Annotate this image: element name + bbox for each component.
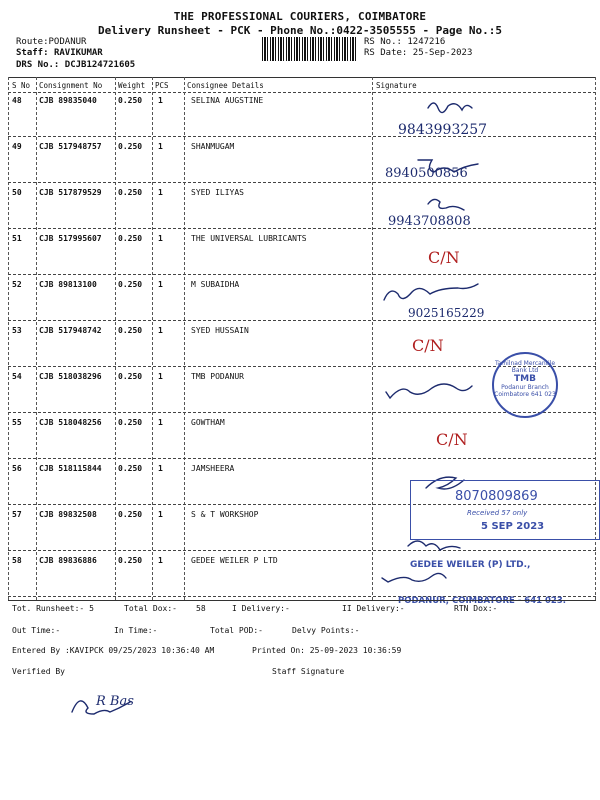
cell-pcs: 1 <box>158 464 163 473</box>
staff-value: RAVIKUMAR <box>53 48 103 58</box>
rs-no-label: RS No.: <box>364 37 402 47</box>
cell-weight: 0.250 <box>118 234 143 243</box>
cell-consignee: JAMSHEERA <box>191 464 235 473</box>
route-label: Route: <box>16 37 49 47</box>
document-title: THE PROFESSIONAL COURIERS, COIMBATORE <box>173 10 427 23</box>
cell-sno: 58 <box>12 556 22 565</box>
sig-phone-49: 8940500856 <box>385 166 468 181</box>
scribble-54 <box>386 384 472 398</box>
out-time: Out Time:- <box>12 626 61 635</box>
scribble-52 <box>384 284 478 300</box>
cell-sno: 49 <box>12 142 22 151</box>
sig-cn-55: C/N <box>436 430 468 449</box>
cell-sno: 51 <box>12 234 22 243</box>
cell-weight: 0.250 <box>118 280 143 289</box>
tmb-bank-stamp <box>492 352 558 418</box>
scribble-48 <box>428 103 472 113</box>
scribble-57 <box>408 541 460 550</box>
rtn-dox: RTN Dox:- <box>454 604 498 613</box>
cell-weight: 0.250 <box>118 326 143 335</box>
sig-cn-51: C/N <box>428 248 460 267</box>
cell-sno: 48 <box>12 96 22 105</box>
cell-pcs: 1 <box>158 234 163 243</box>
sig-phone-48: 9843993257 <box>398 122 488 138</box>
cell-consignee: SYED HUSSAIN <box>191 326 249 335</box>
cell-pcs: 1 <box>158 510 163 519</box>
cell-pcs: 1 <box>158 188 163 197</box>
rs-date-value: 25-Sep-2023 <box>412 48 473 58</box>
scribble-50 <box>428 199 464 210</box>
cell-cno: CJB 518115844 <box>39 464 102 473</box>
cell-consignee: GEDEE WEILER P LTD <box>191 556 278 565</box>
cell-weight: 0.250 <box>118 142 143 151</box>
cell-consignee: TMB PODANUR <box>191 372 244 381</box>
cell-consignee: THE UNIVERSAL LUBRICANTS <box>191 234 307 243</box>
workshop-stamp <box>410 480 600 540</box>
table-bottom-border <box>8 600 596 601</box>
cell-weight: 0.250 <box>118 464 143 473</box>
sig-phone-52: 9025165229 <box>408 306 485 320</box>
cell-consignee: SELINA AUGSTINE <box>191 96 264 105</box>
tmb-stamp-bankname: Tamilnad Mercantile Bank Ltd <box>494 360 556 374</box>
col-header-pcs: PCS <box>155 81 169 90</box>
ii-delivery: II Delivery:- <box>342 604 405 613</box>
cell-pcs: 1 <box>158 96 163 105</box>
cell-pcs: 1 <box>158 326 163 335</box>
tmb-stamp-branch: Podanur Branch Coimbatore 641 023 <box>494 384 556 398</box>
cell-consignee: GOWTHAM <box>191 418 225 427</box>
cell-sno: 50 <box>12 188 22 197</box>
cell-weight: 0.250 <box>118 510 143 519</box>
printed-on: Printed On: 25-09-2023 10:36:59 <box>252 646 402 655</box>
cell-cno: CJB 517948742 <box>39 326 102 335</box>
cell-pcs: 1 <box>158 372 163 381</box>
cell-consignee: SYED ILIYAS <box>191 188 244 197</box>
drs-label: DRS No.: <box>16 60 60 70</box>
gedee-stamp-line1: GEDEE WEILER (P) LTD., <box>410 560 531 570</box>
workshop-stamp-date: 5 SEP 2023 <box>481 521 545 532</box>
verified-by-label: Verified By <box>12 667 65 676</box>
sig-phone-50: 9943708808 <box>388 214 471 229</box>
staff-signature-label: Staff Signature <box>272 667 345 676</box>
delvy-points: Delvy Points:- <box>292 626 360 635</box>
scribble-58 <box>382 573 446 582</box>
i-delivery: I Delivery:- <box>232 604 290 613</box>
gedee-stamp-line2: PODANUR, COIMBATORE - 641 023. <box>398 596 566 606</box>
cell-pcs: 1 <box>158 418 163 427</box>
cell-sno: 54 <box>12 372 22 381</box>
total-pod: Total POD:- <box>210 626 263 635</box>
cell-sno: 52 <box>12 280 22 289</box>
col-header-weight: Weight <box>118 81 146 90</box>
cell-cno: CJB 89836886 <box>39 556 97 565</box>
staff-label: Staff: <box>16 48 49 58</box>
rs-date-label: RS Date: <box>364 48 408 58</box>
workshop-stamp-received: Received 57 only <box>467 509 528 517</box>
total-dox-value: 58 <box>196 604 206 613</box>
cell-sno: 53 <box>12 326 22 335</box>
cell-sno: 56 <box>12 464 22 473</box>
cell-cno: CJB 517948757 <box>39 142 102 151</box>
document-subtitle: Delivery Runsheet - PCK - Phone No.:0422-3505555 - Page No.:5 <box>98 24 502 37</box>
cell-pcs: 1 <box>158 142 163 151</box>
drs-value: DCJB124721605 <box>64 60 136 70</box>
workshop-stamp-number: 8070809869 <box>455 489 538 504</box>
cell-cno: CJB 518048256 <box>39 418 102 427</box>
tmb-stamp-logo: TMB <box>514 374 536 384</box>
sig-cn-53: C/N <box>412 336 444 355</box>
cell-sno: 55 <box>12 418 22 427</box>
entered-by: Entered By :KAVIPCK 09/25/2023 10:36:40 AM <box>12 646 215 655</box>
rs-no-value: 1247216 <box>407 37 446 47</box>
cell-weight: 0.250 <box>118 96 143 105</box>
tot-runsheet: Tot. Runsheet:- 5 <box>12 604 94 613</box>
col-header-consignee: Consignee Details <box>187 81 264 90</box>
cell-weight: 0.250 <box>118 372 143 381</box>
cell-consignee: SHANMUGAM <box>191 142 235 151</box>
cell-weight: 0.250 <box>118 418 143 427</box>
cell-sno: 57 <box>12 510 22 519</box>
col-header-sno: S No <box>12 81 31 90</box>
col-header-signature: Signature <box>376 81 417 90</box>
cell-cno: CJB 89835040 <box>39 96 97 105</box>
cell-cno: CJB 518038296 <box>39 372 102 381</box>
in-time: In Time:- <box>114 626 158 635</box>
cell-weight: 0.250 <box>118 556 143 565</box>
col-header-consignment: Consignment No <box>39 81 103 90</box>
cell-consignee: M SUBAIDHA <box>191 280 240 289</box>
total-dox-label: Total Dox:- <box>124 604 177 613</box>
cell-cno: CJB 517879529 <box>39 188 102 197</box>
cell-pcs: 1 <box>158 556 163 565</box>
cell-cno: CJB 89813100 <box>39 280 97 289</box>
verified-signature: R Bas <box>96 694 134 709</box>
cell-weight: 0.250 <box>118 188 143 197</box>
cell-pcs: 1 <box>158 280 163 289</box>
route-value: PODANUR <box>48 37 87 47</box>
cell-cno: CJB 517995607 <box>39 234 102 243</box>
cell-cno: CJB 89832508 <box>39 510 97 519</box>
cell-consignee: S & T WORKSHOP <box>191 510 259 519</box>
